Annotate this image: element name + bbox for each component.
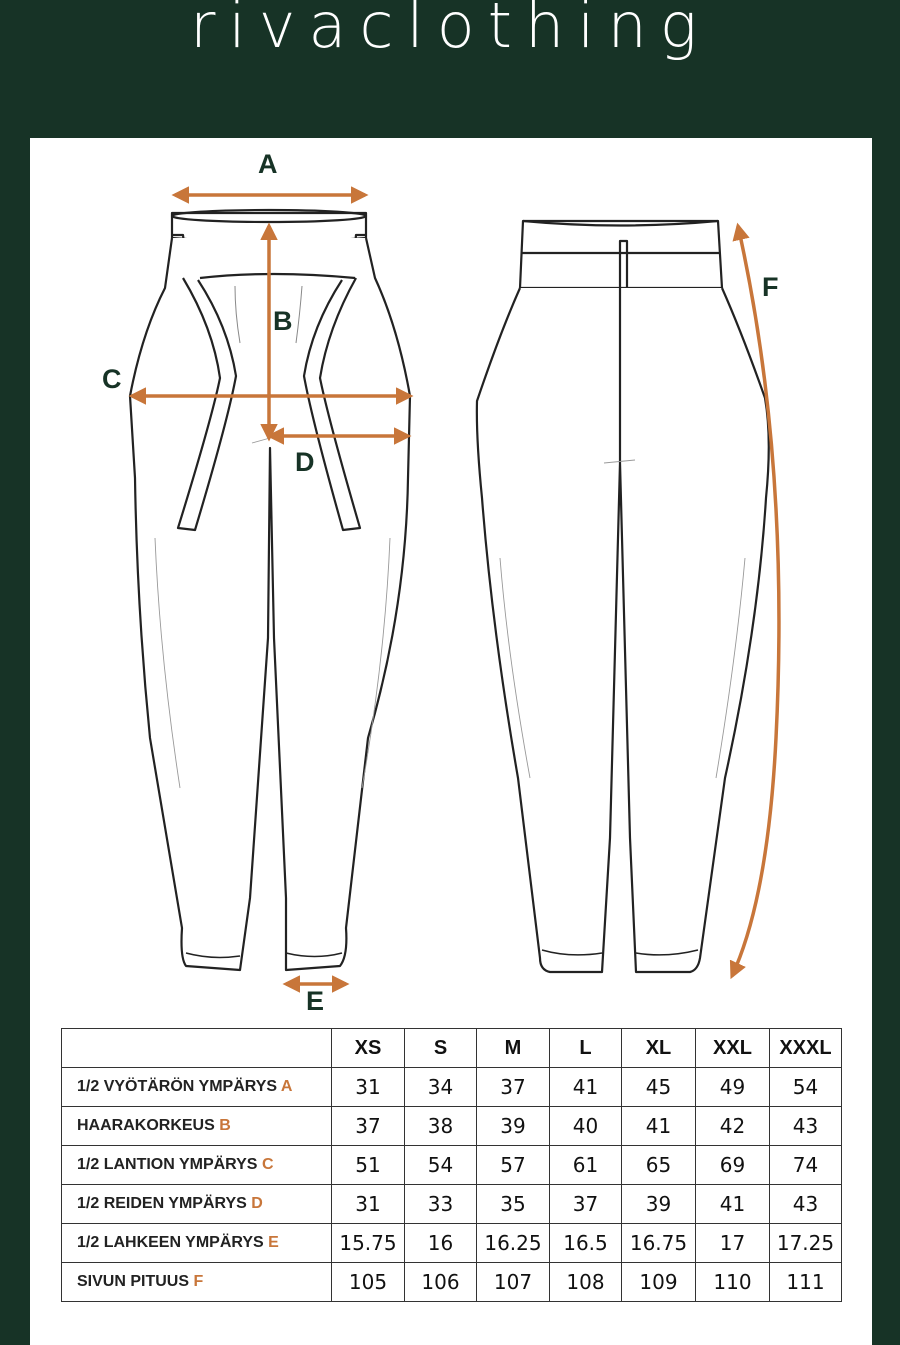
- table-cell: 51: [332, 1146, 405, 1185]
- size-chart-card: [30, 138, 872, 1345]
- table-cell: 37: [477, 1068, 550, 1107]
- table-row: [62, 1068, 842, 1107]
- table-cell: 106: [405, 1263, 477, 1302]
- table-cell: 16: [405, 1224, 477, 1263]
- table-cell: 37: [332, 1107, 405, 1146]
- table-cell: 38: [405, 1107, 477, 1146]
- table-cell: 16.75: [622, 1224, 696, 1263]
- table-cell: 33: [405, 1185, 477, 1224]
- measurement-name: SIVUN PITUUS: [77, 1273, 190, 1290]
- label-f: F: [762, 272, 779, 302]
- table-cell: 16.25: [477, 1224, 550, 1263]
- size-header: S: [405, 1029, 477, 1068]
- table-cell: 31: [332, 1068, 405, 1107]
- table-row: [62, 1224, 842, 1263]
- table-cell: 54: [770, 1068, 842, 1107]
- table-cell: 54: [405, 1146, 477, 1185]
- table-cell: 65: [622, 1146, 696, 1185]
- table-cell: 31: [332, 1185, 405, 1224]
- size-header: M: [477, 1029, 550, 1068]
- table-cell: 41: [550, 1068, 622, 1107]
- measurement-letter: D: [251, 1195, 263, 1212]
- header-empty-cell: [62, 1029, 332, 1068]
- table-cell: 40: [550, 1107, 622, 1146]
- table-row: [62, 1146, 842, 1185]
- table-cell: 61: [550, 1146, 622, 1185]
- table-cell: 41: [696, 1185, 770, 1224]
- table-cell: 39: [477, 1107, 550, 1146]
- table-cell: 111: [770, 1263, 842, 1302]
- measurement-letter: B: [219, 1117, 231, 1134]
- size-header: XXL: [696, 1029, 770, 1068]
- table-cell: 15.75: [332, 1224, 405, 1263]
- table-cell: 69: [696, 1146, 770, 1185]
- table-cell: 34: [405, 1068, 477, 1107]
- size-table: [61, 1028, 842, 1302]
- measurement-letter: E: [268, 1234, 279, 1251]
- measurement-letter: C: [261, 1156, 274, 1173]
- label-d: D: [295, 447, 315, 477]
- measurement-letter: F: [193, 1273, 204, 1290]
- table-cell: 105: [332, 1263, 405, 1302]
- table-row: [62, 1263, 842, 1302]
- table-cell: 17.25: [770, 1224, 842, 1263]
- table-cell: 109: [622, 1263, 696, 1302]
- table-cell: 16.5: [550, 1224, 622, 1263]
- measurement-name: HAARAKORKEUS: [77, 1117, 215, 1134]
- row-label: [62, 1185, 332, 1224]
- size-header: L: [550, 1029, 622, 1068]
- table-cell: 41: [622, 1107, 696, 1146]
- measurement-name: 1/2 LAHKEEN YMPÄRYS: [77, 1234, 264, 1251]
- table-cell: 45: [622, 1068, 696, 1107]
- measurement-name: 1/2 REIDEN YMPÄRYS: [77, 1195, 247, 1212]
- table-cell: 35: [477, 1185, 550, 1224]
- table-cell: 57: [477, 1146, 550, 1185]
- table-cell: 49: [696, 1068, 770, 1107]
- measurement-letter: A: [280, 1078, 293, 1095]
- label-b: B: [273, 306, 293, 336]
- table-cell: 74: [770, 1146, 842, 1185]
- row-label: [62, 1146, 332, 1185]
- row-label: [62, 1107, 332, 1146]
- table-cell: 43: [770, 1107, 842, 1146]
- row-label: [62, 1263, 332, 1302]
- table-cell: 108: [550, 1263, 622, 1302]
- table-cell: 37: [550, 1185, 622, 1224]
- size-header: XS: [332, 1029, 405, 1068]
- size-header-row: [62, 1029, 842, 1068]
- brand-logo: rivaclothing: [190, 0, 710, 62]
- row-label: [62, 1224, 332, 1263]
- label-e: E: [306, 986, 325, 1016]
- pants-diagram: [30, 138, 872, 1018]
- table-cell: 17: [696, 1224, 770, 1263]
- table-row: [62, 1107, 842, 1146]
- row-label: [62, 1068, 332, 1107]
- measurement-name: 1/2 VYÖTÄRÖN YMPÄRYS: [77, 1078, 278, 1095]
- label-a: A: [258, 149, 278, 179]
- size-header: XXXL: [770, 1029, 842, 1068]
- label-c: C: [102, 364, 122, 394]
- table-cell: 42: [696, 1107, 770, 1146]
- size-header: XL: [622, 1029, 696, 1068]
- measurement-name: 1/2 LANTION YMPÄRYS: [77, 1156, 258, 1173]
- back-view-drawing: [477, 221, 769, 972]
- table-cell: 110: [696, 1263, 770, 1302]
- table-row: [62, 1185, 842, 1224]
- table-cell: 43: [770, 1185, 842, 1224]
- table-cell: 107: [477, 1263, 550, 1302]
- table-cell: 39: [622, 1185, 696, 1224]
